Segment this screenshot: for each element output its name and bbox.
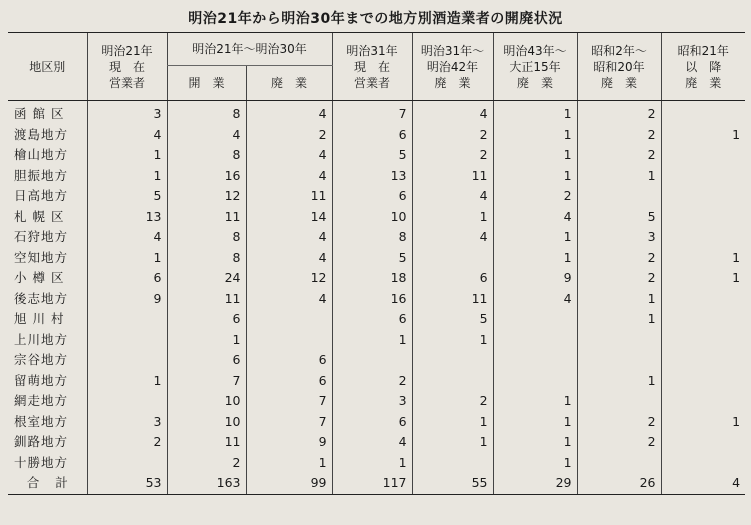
value-cell: 4 <box>246 101 332 125</box>
value-cell: 1 <box>493 412 577 433</box>
value-cell: 1 <box>577 289 661 310</box>
district-cell: 旭 川 村 <box>14 311 65 326</box>
value-cell: 4 <box>246 248 332 269</box>
district-cell: 檜山地方 <box>14 147 69 162</box>
value-cell: 6 <box>167 350 246 371</box>
value-cell: 4 <box>493 207 577 228</box>
value-cell: 11 <box>167 432 246 453</box>
value-cell: 1 <box>661 268 745 289</box>
value-cell <box>246 330 332 351</box>
value-cell: 1 <box>577 371 661 392</box>
value-cell <box>493 350 577 371</box>
value-cell <box>661 166 745 187</box>
district-cell: 函 館 区 <box>14 106 65 121</box>
header-m31-m42-closure: 明治31年〜 明治42年 廃 業 <box>412 33 493 101</box>
value-cell: 2 <box>332 371 412 392</box>
value-cell: 8 <box>332 227 412 248</box>
value-cell: 4 <box>412 186 493 207</box>
value-cell: 1 <box>332 330 412 351</box>
table-row <box>8 391 745 412</box>
table-row <box>8 330 745 351</box>
value-cell: 4 <box>246 289 332 310</box>
table-row <box>8 101 745 125</box>
value-cell: 2 <box>577 432 661 453</box>
value-cell: 11 <box>246 186 332 207</box>
value-cell <box>661 101 745 125</box>
brewery-table <box>8 32 745 495</box>
value-cell: 2 <box>577 101 661 125</box>
table-row <box>8 371 745 392</box>
value-cell: 4 <box>246 166 332 187</box>
value-cell <box>493 371 577 392</box>
value-cell: 1 <box>412 330 493 351</box>
value-cell: 2 <box>577 268 661 289</box>
value-cell: 4 <box>412 227 493 248</box>
value-cell <box>412 350 493 371</box>
value-cell: 24 <box>167 268 246 289</box>
district-cell: 根室地方 <box>14 413 69 429</box>
value-cell: 1 <box>493 248 577 269</box>
value-cell: 1 <box>493 227 577 248</box>
value-cell: 6 <box>246 350 332 371</box>
value-cell: 7 <box>167 371 246 392</box>
value-cell: 8 <box>167 227 246 248</box>
value-cell: 7 <box>246 391 332 412</box>
header-s21-closure: 昭和21年 以 降 廃 業 <box>661 33 745 101</box>
value-cell: 1 <box>493 166 577 187</box>
table-body <box>8 101 745 495</box>
total-cell: 99 <box>246 473 332 494</box>
value-cell: 1 <box>577 309 661 330</box>
value-cell: 6 <box>332 125 412 146</box>
value-cell: 1 <box>246 453 332 474</box>
district-cell: 十勝地方 <box>14 454 69 470</box>
value-cell <box>661 309 745 330</box>
value-cell: 1 <box>493 432 577 453</box>
value-cell: 12 <box>167 186 246 207</box>
value-cell: 16 <box>332 289 412 310</box>
value-cell: 4 <box>167 125 246 146</box>
value-cell: 4 <box>87 227 167 248</box>
value-cell <box>246 309 332 330</box>
value-cell: 1 <box>493 101 577 125</box>
header-m43-t15-closure: 明治43年〜 大正15年 廃 業 <box>493 33 577 101</box>
value-cell: 11 <box>412 289 493 310</box>
district-cell: 釧路地方 <box>14 434 69 449</box>
value-cell: 7 <box>246 412 332 433</box>
table-row <box>8 248 745 269</box>
value-cell: 1 <box>661 248 745 269</box>
total-label: 合 計 <box>8 473 87 494</box>
header-m31-current: 明治31年 現 在 営業者 <box>332 33 412 101</box>
district-cell: 空知地方 <box>14 249 69 265</box>
value-cell <box>87 330 167 351</box>
value-cell: 4 <box>412 101 493 125</box>
value-cell: 4 <box>246 145 332 166</box>
table-row <box>8 125 745 146</box>
value-cell <box>577 453 661 474</box>
value-cell: 6 <box>246 371 332 392</box>
value-cell: 1 <box>412 412 493 433</box>
value-cell: 14 <box>246 207 332 228</box>
value-cell: 3 <box>577 227 661 248</box>
value-cell <box>577 186 661 207</box>
value-cell <box>87 309 167 330</box>
value-cell: 10 <box>332 207 412 228</box>
table-row <box>8 453 745 474</box>
value-cell: 13 <box>332 166 412 187</box>
value-cell <box>661 350 745 371</box>
value-cell <box>577 391 661 412</box>
value-cell: 4 <box>332 432 412 453</box>
value-cell: 11 <box>167 289 246 310</box>
total-cell: 29 <box>493 473 577 494</box>
value-cell: 9 <box>246 432 332 453</box>
value-cell: 1 <box>493 145 577 166</box>
value-cell: 1 <box>577 166 661 187</box>
value-cell: 8 <box>167 248 246 269</box>
value-cell: 5 <box>332 145 412 166</box>
value-cell <box>412 371 493 392</box>
value-cell: 5 <box>87 186 167 207</box>
value-cell: 1 <box>661 125 745 146</box>
total-cell: 4 <box>661 473 745 494</box>
value-cell <box>661 289 745 310</box>
value-cell: 4 <box>246 227 332 248</box>
total-cell: 117 <box>332 473 412 494</box>
value-cell <box>87 391 167 412</box>
table-row <box>8 309 745 330</box>
value-cell <box>577 330 661 351</box>
value-cell: 8 <box>167 145 246 166</box>
value-cell: 7 <box>332 101 412 125</box>
value-cell: 1 <box>493 391 577 412</box>
value-cell: 5 <box>332 248 412 269</box>
value-cell: 11 <box>412 166 493 187</box>
value-cell <box>661 371 745 392</box>
value-cell: 2 <box>412 145 493 166</box>
district-cell: 宗谷地方 <box>14 352 69 367</box>
value-cell: 12 <box>246 268 332 289</box>
value-cell: 2 <box>246 125 332 146</box>
total-cell: 55 <box>412 473 493 494</box>
value-cell: 6 <box>87 268 167 289</box>
district-cell: 札 幌 区 <box>14 208 65 224</box>
value-cell <box>87 453 167 474</box>
value-cell: 16 <box>167 166 246 187</box>
value-cell: 10 <box>167 412 246 433</box>
total-row <box>8 473 745 494</box>
value-cell: 1 <box>167 330 246 351</box>
value-cell: 1 <box>332 453 412 474</box>
header-m21-m30-group: 明治21年〜明治30年 <box>167 33 332 66</box>
value-cell: 2 <box>577 145 661 166</box>
value-cell: 1 <box>661 412 745 433</box>
value-cell: 4 <box>493 289 577 310</box>
value-cell: 1 <box>493 125 577 146</box>
value-cell: 8 <box>167 101 246 125</box>
header-open: 開 業 <box>167 66 246 101</box>
total-cell: 26 <box>577 473 661 494</box>
value-cell: 2 <box>577 248 661 269</box>
value-cell: 1 <box>87 166 167 187</box>
value-cell: 1 <box>87 248 167 269</box>
value-cell: 5 <box>412 309 493 330</box>
district-cell: 渡島地方 <box>14 126 69 142</box>
value-cell: 2 <box>167 453 246 474</box>
value-cell: 4 <box>87 125 167 146</box>
value-cell: 6 <box>332 412 412 433</box>
value-cell <box>412 453 493 474</box>
total-cell: 163 <box>167 473 246 494</box>
table-row <box>8 350 745 371</box>
district-cell: 小 樽 区 <box>14 270 65 285</box>
table-row <box>8 207 745 228</box>
district-cell: 上川地方 <box>14 331 69 347</box>
value-cell: 11 <box>167 207 246 228</box>
value-cell: 2 <box>577 412 661 433</box>
value-cell: 2 <box>412 125 493 146</box>
table-row <box>8 166 745 187</box>
value-cell: 1 <box>87 371 167 392</box>
value-cell <box>493 330 577 351</box>
value-cell: 3 <box>87 412 167 433</box>
value-cell <box>577 350 661 371</box>
value-cell: 6 <box>412 268 493 289</box>
value-cell: 3 <box>332 391 412 412</box>
value-cell: 2 <box>577 125 661 146</box>
value-cell: 3 <box>87 101 167 125</box>
value-cell: 6 <box>332 309 412 330</box>
table-row <box>8 432 745 453</box>
header-close: 廃 業 <box>246 66 332 101</box>
value-cell <box>661 330 745 351</box>
value-cell <box>661 227 745 248</box>
value-cell: 13 <box>87 207 167 228</box>
value-cell: 10 <box>167 391 246 412</box>
header-district: 地区別 <box>8 33 87 101</box>
table-row <box>8 268 745 289</box>
value-cell: 1 <box>412 432 493 453</box>
total-cell: 53 <box>87 473 167 494</box>
district-cell: 日高地方 <box>14 188 69 203</box>
value-cell <box>87 350 167 371</box>
table-row <box>8 412 745 433</box>
table-row <box>8 289 745 310</box>
value-cell: 1 <box>87 145 167 166</box>
district-cell: 留萌地方 <box>14 372 69 388</box>
value-cell: 2 <box>493 186 577 207</box>
district-cell: 石狩地方 <box>14 229 69 244</box>
value-cell: 5 <box>577 207 661 228</box>
district-cell: 胆振地方 <box>14 167 69 183</box>
district-cell: 網走地方 <box>14 393 69 408</box>
value-cell <box>661 207 745 228</box>
value-cell <box>661 432 745 453</box>
value-cell: 1 <box>412 207 493 228</box>
district-cell: 後志地方 <box>14 290 69 306</box>
value-cell: 2 <box>87 432 167 453</box>
table-row <box>8 145 745 166</box>
value-cell <box>661 186 745 207</box>
table-row <box>8 186 745 207</box>
value-cell: 9 <box>493 268 577 289</box>
value-cell <box>332 350 412 371</box>
value-cell: 2 <box>412 391 493 412</box>
value-cell <box>661 453 745 474</box>
header-s2-s20-closure: 昭和2年〜 昭和20年 廃 業 <box>577 33 661 101</box>
value-cell: 1 <box>493 453 577 474</box>
value-cell <box>412 248 493 269</box>
value-cell <box>661 145 745 166</box>
value-cell: 18 <box>332 268 412 289</box>
header-m21-current: 明治21年 現 在 営業者 <box>87 33 167 101</box>
value-cell <box>661 391 745 412</box>
table-title: 明治21年から明治30年までの地方別酒造業者の開廃状況 <box>188 11 563 27</box>
value-cell: 6 <box>332 186 412 207</box>
value-cell: 6 <box>167 309 246 330</box>
table-row <box>8 227 745 248</box>
value-cell: 9 <box>87 289 167 310</box>
value-cell <box>493 309 577 330</box>
